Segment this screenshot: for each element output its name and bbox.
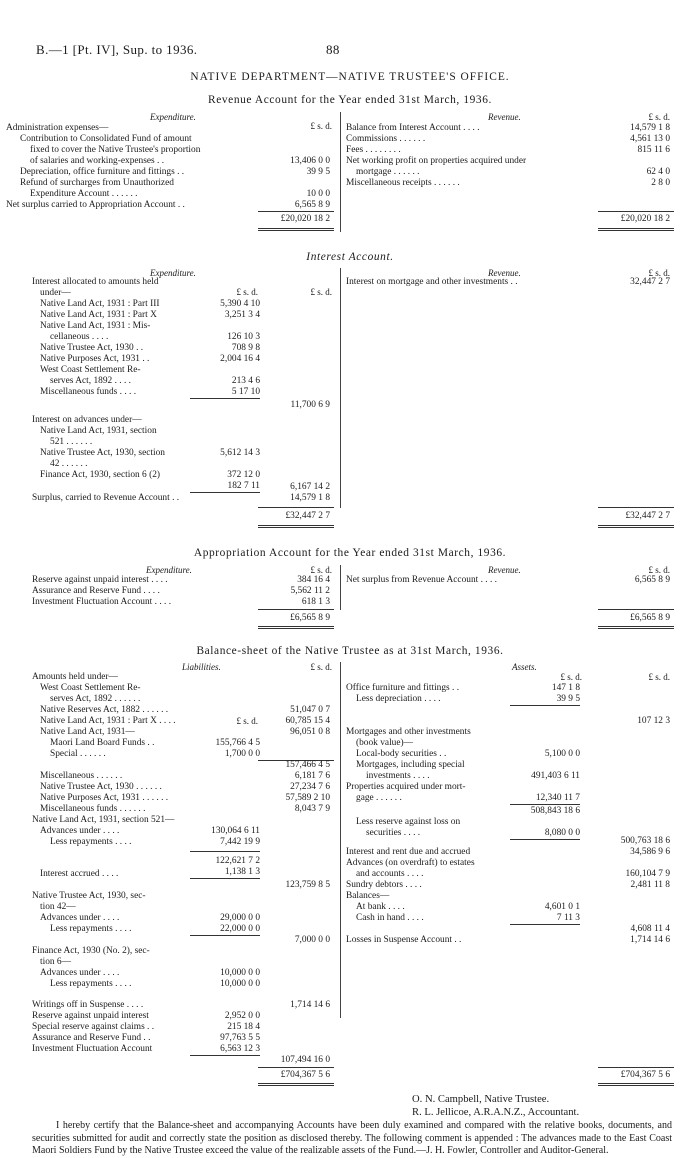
appropriation-rev-value: 6,565 8 9 (634, 575, 670, 585)
balance-asset-inner-col-header: £ s. d. (560, 672, 582, 682)
appropriation-exp-col-header: £ s. d. (310, 565, 332, 575)
balance-asset-value: 160,104 7 9 (625, 869, 670, 879)
balance-asset-total: £704,367 5 6 (620, 1070, 670, 1080)
revenue-exp-line: Refund of surcharges from Unauthorized (20, 178, 174, 188)
balance-asset-inner-value: 12,340 11 7 (535, 793, 580, 803)
interest-exp-line: Native Purposes Act, 1931 . . (40, 354, 150, 364)
balance-liab-line: Native Purposes Act, 1931 . . . . . . (40, 793, 169, 803)
interest-rev-line: Interest on mortgage and other investments . . (346, 277, 518, 287)
balance-asset-line: securities . . . . (366, 828, 421, 838)
revenue-exp-value: 39 9 5 (306, 167, 330, 177)
balance-liab-inner-value: 97,763 5 5 (220, 1033, 260, 1043)
balance-liab-value: 96,051 0 8 (290, 727, 330, 737)
appropriation-exp-double-rule (258, 628, 334, 629)
interest-exp-heading: Expenditure. (150, 268, 196, 278)
balance-liab-value: 107,494 16 0 (280, 1055, 330, 1065)
interest-exp-line: Native Land Act, 1931 : Part X (40, 310, 157, 320)
balance-liab-inner-value: 155,766 4 5 (215, 738, 260, 748)
revenue-divider (340, 112, 341, 232)
revenue-rev-line: Fees . . . . . . . . (346, 145, 401, 155)
balance-liab-line: Special reserve against claims . . (32, 1022, 155, 1032)
interest-inner-col-header: £ s. d. (236, 287, 258, 297)
appropriation-rev-line: Net surplus from Revenue Account . . . . (346, 575, 498, 585)
interest-outer-value: 6,167 14 2 (290, 482, 330, 492)
balance-asset-line: Interest and rent due and accrued (346, 847, 471, 857)
revenue-exp-value: 10 0 0 (306, 189, 330, 199)
interest-exp-double-rule (258, 527, 334, 528)
balance-asset-line: Properties acquired under mort- (346, 782, 466, 792)
balance-asset-double-rule (598, 1083, 674, 1084)
interest-inner-value: 3,251 3 4 (224, 310, 260, 320)
appropriation-rev-rule (598, 609, 674, 610)
interest-rev-total: £32,447 2 7 (625, 511, 670, 521)
balance-liab-inner-rule (190, 878, 260, 879)
appropriation-rev-double-rule (598, 626, 674, 627)
header-reference: B.—1 [Pt. IV], Sup. to 1936. (36, 42, 198, 57)
balance-asset-value: 107 12 3 (637, 716, 670, 726)
interest-inner-value: 372 12 0 (227, 470, 260, 480)
interest-inner-value: 5 17 10 (231, 387, 260, 397)
balance-liab-line: Less repayments . . . . (50, 924, 132, 934)
balance-liab-line: Native Land Act, 1931, section 521— (32, 815, 175, 825)
balance-liab-inner-value: 1,700 0 0 (224, 749, 260, 759)
balance-asset-line: Less depreciation . . . . (356, 694, 441, 704)
balance-liab-line: Miscellaneous funds . . . . . . (40, 804, 146, 814)
balance-liab-line: Native Trustee Act, 1930 . . . . . . (40, 782, 162, 792)
revenue-exp-col-header: £ s. d. (310, 121, 332, 131)
appropriation-exp-total: £6,565 8 9 (290, 613, 330, 623)
revenue-exp-line: of salaries and working-expenses . . (30, 156, 165, 166)
balance-asset-outer-col-header: £ s. d. (648, 672, 670, 682)
revenue-exp-value: 13,406 0 0 (290, 156, 330, 166)
balance-liab-line: Native Trustee Act, 1930, sec- (32, 891, 146, 901)
balance-asset-rule (598, 1067, 674, 1068)
balance-liab-inner-value: 7,442 19 9 (220, 837, 260, 847)
balance-liab-line: Writings off in Suspense . . . . (32, 1000, 144, 1010)
balance-asset-line: Office furniture and fittings . . (346, 683, 460, 693)
interest-exp-line: Surplus, carried to Revenue Account . . (32, 493, 180, 503)
running-header (36, 42, 340, 57)
revenue-exp-double-rule (258, 228, 334, 229)
balance-liab-line: Native Land Act, 1931— (40, 727, 135, 737)
balance-liab-inner-value: 2,952 0 0 (224, 1011, 260, 1021)
balance-liab-line: Investment Fluctuation Account (32, 1044, 153, 1054)
interest-exp-line: serves Act, 1892 . . . . (50, 376, 131, 386)
balance-asset-value: 500,763 18 6 (620, 836, 670, 846)
interest-exp-line: 521 . . . . . . (50, 437, 93, 447)
balance-liab-line: tion 6— (40, 957, 71, 967)
balance-asset-inner-rule (510, 924, 580, 925)
signature-accountant: R. L. Jellicoe, A.R.A.N.Z., Accountant. (412, 1107, 580, 1118)
balance-liab-double-rule (258, 1085, 334, 1086)
revenue-exp-line: Expenditure Account . . . . . . (30, 189, 138, 199)
interest-rev-col-header: £ s. d. (648, 268, 670, 278)
balance-asset-inner-value: 8,080 0 0 (544, 828, 580, 838)
balance-liab-total: £704,367 5 6 (280, 1070, 330, 1080)
balance-asset-line: gage . . . . . . (356, 793, 402, 803)
appropriation-exp-value: 618 1 3 (301, 597, 330, 607)
balance-liab-line: Advances under . . . . (40, 826, 120, 836)
balance-liab-value: 123,759 8 5 (285, 880, 330, 890)
interest-outer-value: 11,700 6 9 (290, 400, 330, 410)
interest-inner-value: 5,612 14 3 (220, 448, 260, 458)
revenue-rev-value: 2 8 0 (651, 178, 670, 188)
revenue-rev-double-rule (598, 228, 674, 229)
interest-rev-heading: Revenue. (488, 268, 521, 278)
appropriation-exp-value: 5,562 11 2 (290, 586, 330, 596)
interest-exp-line: West Coast Settlement Re- (40, 365, 141, 375)
appropriation-divider (340, 565, 341, 610)
balance-liab-rule (258, 1067, 334, 1068)
balance-asset-line: Balances— (346, 891, 390, 901)
interest-rev-double-rule (598, 527, 674, 528)
balance-liab-inner-value: 22,000 0 0 (220, 924, 260, 934)
interest-rev-rule (598, 507, 674, 508)
revenue-exp-line: Administration expenses— (6, 123, 109, 133)
revenue-rev-value: 815 11 6 (637, 145, 670, 155)
balance-liab-line: tion 42— (40, 902, 76, 912)
revenue-exp-line: Net surplus carried to Appropriation Account . . (6, 200, 185, 210)
balance-asset-line: investments . . . . (366, 771, 430, 781)
balance-asset-inner-value: 491,403 6 11 (531, 771, 580, 781)
balance-asset-line: Less reserve against loss on (356, 817, 461, 827)
revenue-exp-line: fixed to cover the Native Trustee's proportion (30, 145, 201, 155)
balance-liab-value: 6,181 7 6 (294, 771, 330, 781)
balance-liab-inner-value: 10,000 0 0 (220, 968, 260, 978)
balance-assets-heading: Assets. (512, 662, 537, 672)
balance-liab-value: 60,785 15 4 (285, 716, 330, 726)
interest-exp-line: 42 . . . . . . (50, 459, 88, 469)
interest-exp-line: Interest allocated to amounts held (32, 277, 159, 287)
interest-inner-value: 182 7 11 (227, 481, 260, 491)
balance-liab-value: 1,714 14 6 (290, 1000, 330, 1010)
balance-asset-value: 1,714 14 6 (630, 935, 670, 945)
interest-exp-line: Interest on advances under— (32, 415, 142, 425)
appropriation-exp-line: Investment Fluctuation Account . . . . (32, 597, 172, 607)
balance-asset-inner-value: 5,100 0 0 (544, 749, 580, 759)
balance-asset-value: 2,481 11 8 (630, 880, 670, 890)
revenue-rev-col-header: £ s. d. (648, 112, 670, 122)
balance-liab-inner-value: 130,064 6 11 (211, 826, 260, 836)
balance-asset-inner-value: 39 9 5 (556, 694, 580, 704)
interest-exp-line: cellaneous . . . . (50, 332, 109, 342)
revenue-rev-value: 4,561 13 0 (630, 134, 670, 144)
balance-asset-line: and accounts . . . . (356, 869, 424, 879)
interest-exp-rule (258, 507, 334, 508)
revenue-rev-line: mortgage . . . . . . (356, 167, 420, 177)
balance-liab-line: Less repayments . . . . (50, 979, 132, 989)
balance-liab-double-rule (258, 1083, 334, 1084)
balance-liab-line: Reserve against unpaid interest (32, 1011, 149, 1021)
balance-liab-line: serves Act, 1892 . . . . . . (50, 694, 141, 704)
balance-divider (340, 662, 341, 1018)
balance-liab-inner-col-header: £ s. d. (236, 716, 258, 726)
interest-exp-line: Miscellaneous funds . . . . (40, 387, 137, 397)
balance-asset-line: Losses in Suspense Account . . (346, 935, 462, 945)
revenue-rev-double-rule (598, 230, 674, 231)
balance-liab-line: Native Reserves Act, 1882 . . . . . . (40, 705, 169, 715)
balance-asset-inner-rule (510, 839, 580, 840)
balance-asset-line: Mortgages, including special (356, 760, 465, 770)
interest-inner-rule (190, 398, 260, 399)
balance-liab-inner-value: 29,000 0 0 (220, 913, 260, 923)
revenue-account-title: Revenue Account for the Year ended 31st March, 1936. (208, 94, 492, 106)
appropriation-account-title: Appropriation Account for the Year ended 31st March, 1936. (193, 547, 507, 559)
balance-liab-line: Native Land Act, 1931 : Part X . . . . (40, 716, 176, 726)
revenue-exp-heading: Expenditure. (150, 112, 196, 122)
balance-liab-value: 8,043 7 9 (294, 804, 330, 814)
revenue-exp-rule (258, 211, 334, 212)
interest-exp-line: Native Trustee Act, 1930, section (40, 448, 165, 458)
interest-inner-value: 5,390 4 10 (220, 299, 260, 309)
revenue-exp-line: Contribution to Consolidated Fund of amount (20, 134, 192, 144)
appropriation-exp-line: Assurance and Reserve Fund . . . . (32, 586, 160, 596)
revenue-rev-line: Miscellaneous receipts . . . . . . (346, 178, 460, 188)
revenue-rev-heading: Revenue. (488, 112, 521, 122)
balance-asset-line: Cash in hand . . . . (356, 913, 424, 923)
main-title: NATIVE DEPARTMENT—NATIVE TRUSTEE'S OFFICE. (190, 71, 510, 83)
balance-liab-value: 7,000 0 0 (294, 935, 330, 945)
balance-asset-inner-value: 4,601 0 1 (544, 902, 580, 912)
balance-liab-line: Less repayments . . . . (50, 837, 132, 847)
revenue-exp-line: Depreciation, office furniture and fittings . . (20, 167, 185, 177)
balance-asset-double-rule (598, 1085, 674, 1086)
interest-exp-total: £32,447 2 7 (285, 511, 330, 521)
interest-inner-value: 213 4 6 (231, 376, 260, 386)
interest-inner-value: 126 10 3 (227, 332, 260, 342)
balance-liab-line: Maori Land Board Funds . . (50, 738, 155, 748)
appropriation-exp-line: Reserve against unpaid interest . . . . (32, 575, 168, 585)
balance-liab-value: 27,234 7 6 (290, 782, 330, 792)
revenue-exp-value: 6,565 8 9 (294, 200, 330, 210)
interest-exp-line: Native Trustee Act, 1930 . . (40, 343, 144, 353)
balance-liab-line: Advances under . . . . (40, 968, 120, 978)
revenue-rev-rule (598, 211, 674, 212)
balance-liab-line: Assurance and Reserve Fund . . (32, 1033, 151, 1043)
balance-liab-value: 51,047 0 7 (290, 705, 330, 715)
interest-exp-double-rule (258, 525, 334, 526)
balance-asset-inner-rule (510, 705, 580, 706)
balance-asset-line: At bank . . . . (356, 902, 405, 912)
balance-asset-inner-value: 147 1 8 (551, 683, 580, 693)
appropriation-exp-value: 384 16 4 (297, 575, 330, 585)
balance-asset-inner-rule (510, 804, 580, 805)
interest-exp-line: Native Land Act, 1931 : Mis- (40, 321, 151, 331)
page-number: 88 (326, 42, 340, 57)
interest-outer-col-header: £ s. d. (310, 287, 332, 297)
revenue-rev-value: 14,579 1 8 (630, 123, 670, 133)
balance-asset-inner-value: 508,843 18 6 (530, 806, 580, 816)
revenue-rev-value: 62 4 0 (646, 167, 670, 177)
balance-liab-value: 157,466 4 5 (285, 760, 330, 770)
revenue-exp-total: £20,020 18 2 (280, 214, 330, 224)
balance-liab-line: Miscellaneous . . . . . . (40, 771, 123, 781)
revenue-exp-double-rule (258, 230, 334, 231)
balance-asset-line: Mortgages and other investments (346, 727, 471, 737)
balance-liab-inner-value: 122,621 7 2 (215, 856, 260, 866)
balance-liab-value: 57,589 2 10 (285, 793, 330, 803)
balance-liab-line: Finance Act, 1930 (No. 2), sec- (32, 946, 150, 956)
appropriation-rev-total: £6,565 8 9 (630, 613, 670, 623)
balance-asset-line: (book value)— (356, 738, 414, 748)
balance-asset-line: Sundry debtors . . . . (346, 880, 422, 890)
signature-native-trustee: O. N. Campbell, Native Trustee. (412, 1094, 550, 1105)
balance-asset-value: 4,608 11 4 (630, 924, 670, 934)
revenue-rev-total: £20,020 18 2 (620, 214, 670, 224)
balance-sheet-title: Balance-sheet of the Native Trustee as at 31st March, 1936. (196, 645, 504, 657)
appropriation-rev-heading: Revenue. (488, 565, 521, 575)
balance-liab-inner-rule (190, 851, 260, 852)
interest-outer-value: 14,579 1 8 (290, 493, 330, 503)
interest-exp-line: Native Land Act, 1931 : Part III (40, 299, 160, 309)
interest-inner-value: 2,004 16 4 (220, 354, 260, 364)
balance-liab-line: Amounts held under— (32, 672, 118, 682)
balance-liab-line: West Coast Settlement Re- (40, 683, 141, 693)
appropriation-rev-col-header: £ s. d. (648, 565, 670, 575)
appropriation-exp-heading: Expenditure. (146, 565, 192, 575)
balance-liabilities-heading: Liabilities. (182, 662, 221, 672)
revenue-rev-line: Commissions . . . . . . (346, 134, 426, 144)
balance-liab-inner-value: 10,000 0 0 (220, 979, 260, 989)
interest-account-title: Interest Account. (306, 251, 394, 263)
balance-asset-line: Advances (on overdraft) to estates (346, 858, 475, 868)
balance-liab-inner-value: 6,563 12 3 (220, 1044, 260, 1054)
interest-divider (340, 268, 341, 508)
audit-certificate: I hereby certify that the Balance-sheet and accompanying Accounts have been duly examined and compared with the relative books, documents, and securities submitted for audit and correctly state the position as disclosed thereby. The following comment is appended : The advances made to the East Coast Maori Soldiers Fund by the Native Trustee exceed the value of the realizable assets of the Fund.—J. H. Fowler, Controller and Auditor-General. (32, 1120, 672, 1157)
interest-rev-value: 32,447 2 7 (630, 277, 670, 287)
interest-inner-value: 708 9 8 (231, 343, 260, 353)
balance-liab-line: Special . . . . . . (50, 749, 106, 759)
interest-exp-line: Native Land Act, 1931, section (40, 426, 157, 436)
interest-exp-line: Finance Act, 1930, section 6 (2) (40, 470, 161, 480)
balance-liab-line: Advances under . . . . (40, 913, 120, 923)
balance-liab-col-header: £ s. d. (310, 662, 332, 672)
interest-rev-double-rule (598, 525, 674, 526)
balance-liab-inner-value: 1,138 1 3 (224, 867, 260, 877)
interest-exp-line: under— (40, 288, 71, 298)
revenue-rev-line: Balance from Interest Account . . . . (346, 123, 480, 133)
balance-asset-value: 34,586 9 6 (630, 847, 670, 857)
balance-liab-line: Interest accrued . . . . (40, 869, 119, 879)
revenue-rev-line: Net working profit on properties acquired under (346, 156, 527, 166)
balance-liab-inner-value: 215 18 4 (227, 1022, 260, 1032)
appropriation-exp-rule (258, 609, 334, 610)
balance-asset-inner-value: 7 11 3 (556, 913, 580, 923)
appropriation-rev-double-rule (598, 628, 674, 629)
appropriation-exp-double-rule (258, 626, 334, 627)
balance-asset-line: Local-body securities . . (356, 749, 447, 759)
